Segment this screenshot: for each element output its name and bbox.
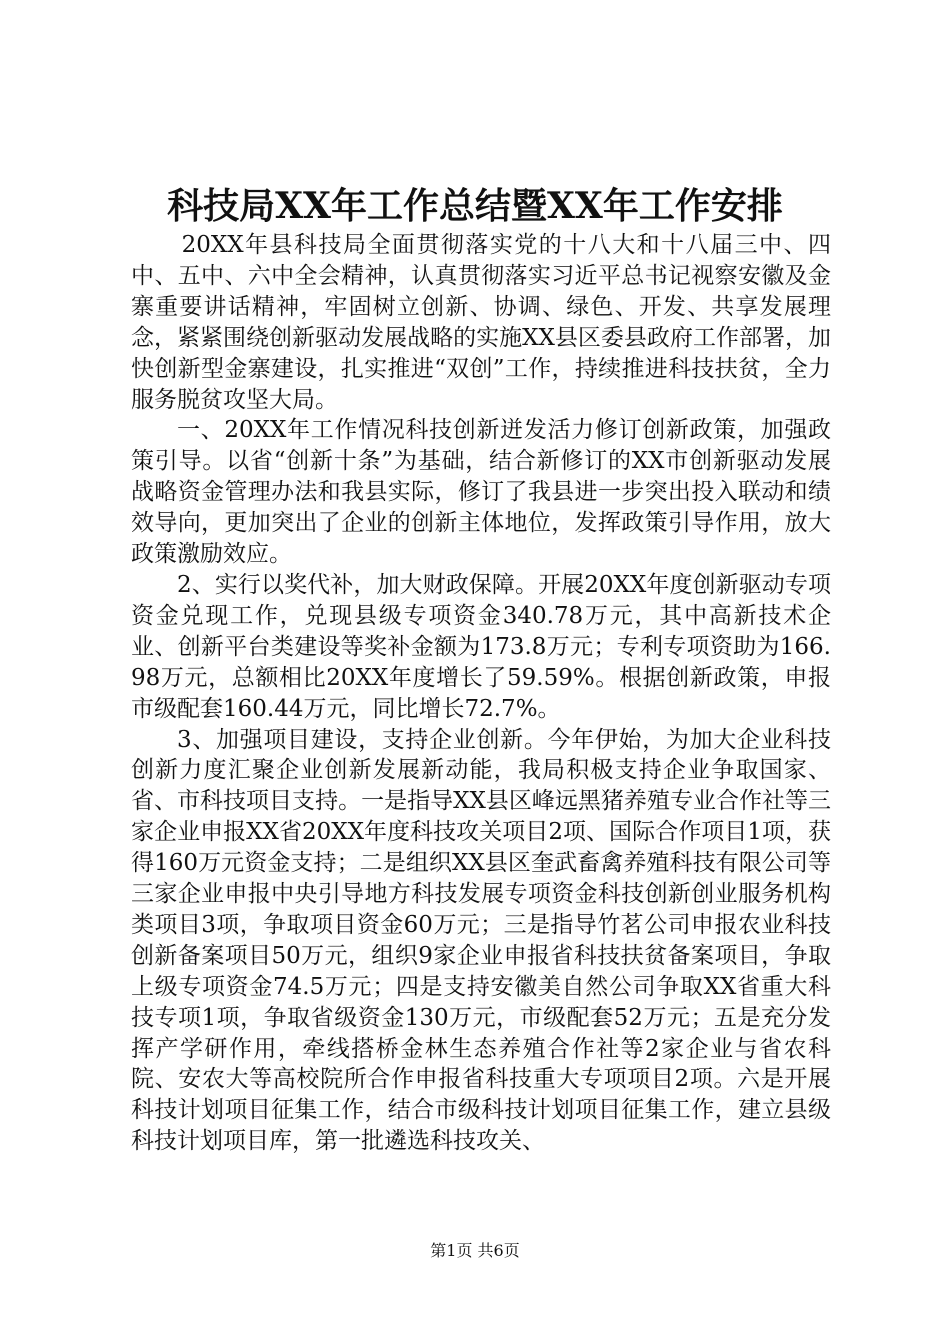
paragraph-intro: 20XX年县科技局全面贯彻落实党的十八大和十八届三中、四中、五中、六中全会精神，认真贯彻落实习近平总书记视察安徽及金寨重要讲话精神，牢固树立创新、协调、绿色、开发、共享发展理念，紧紧围绕创新驱动发展战略的实施XX县区委县政府工作部署，加快创新型金寨建设，扎实推进“双创”工作，持续推进科技扶贫，全力服务脱贫攻坚大局。 xyxy=(131,232,831,413)
paragraph-section-1: 一、20XX年工作情况科技创新迸发活力修订创新政策，加强政策引导。以省“创新十条”为基础，结合新修订的XX市创新驱动发展战略资金管理办法和我县实际，修订了我县进一步突出投入联动和绩效导向，更加突出了企业的创新主体地位，发挥政策引导作用，放大政策激励效应。 xyxy=(131,417,831,568)
page-number-footer: 第1页 共6页 xyxy=(430,1241,520,1260)
document-title: 科技局XX年工作总结暨XX年工作安排 xyxy=(167,185,783,227)
document-body xyxy=(131,230,831,1157)
paragraph-section-2: 2、实行以奖代补，加大财政保障。开展20XX年度创新驱动专项资金兑现工作，兑现县级专项资金340.78万元，其中高新技术企业、创新平台类建设等奖补金额为173.8万元；专利专项资助为166.98万元，总额相比20XX年度增长了59.59%。根据创新政策，申报市级配套160.44万元，同比增长72.7%。 xyxy=(131,571,831,722)
paragraph-section-3: 3、加强项目建设，支持企业创新。今年伊始，为加大企业科技创新力度汇聚企业创新发展新动能，我局积极支持企业争取国家、省、市科技项目支持。一是指导XX县区峰远黑猪养殖专业合作社等三家企业申报XX省20XX年度科技攻关项目2项、国际合作项目1项，获得160万元资金支持；二是组织XX县区奎武畜禽养殖科技有限公司等三家企业申报中央引导地方科技发展专项资金科技创新创业服务机构类项目3项，争取项目资金60万元；三是指导竹茗公司申报农业科技创新备案项目50万元，组织9家企业申报省科技扶贫备案项目，争取上级专项资金74.5万元；四是支持安徽美自然公司争取XX省重大科技专项1项，争取省级资金130万元，市级配套52万元；五是充分发挥产学研作用，牵线搭桥金林生态养殖合作社等2家企业与省农科院、安农大等高校院所合作申报省科技重大专项项目2项。六是开展科技计划项目征集工作，结合市级科技计划项目征集工作，建立县级科技计划项目库，第一批遴选科技攻关、 xyxy=(131,726,831,1155)
